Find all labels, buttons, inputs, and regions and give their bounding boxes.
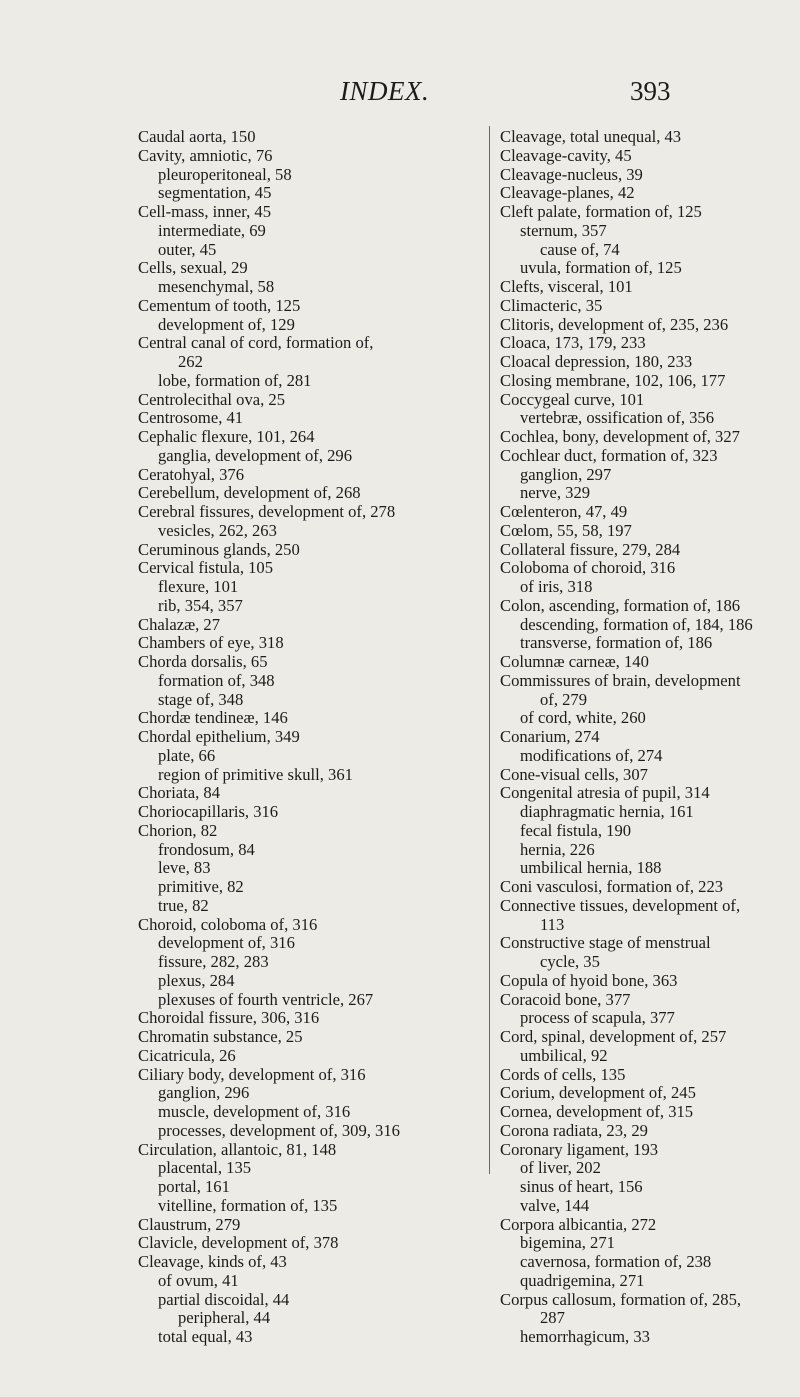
index-entry: Cleavage, kinds of, 43 bbox=[138, 1252, 287, 1271]
index-entry: stage of, 348 bbox=[158, 689, 244, 709]
index-entry: Cone-visual cells, 307 bbox=[500, 764, 648, 784]
index-entry: Ciliary body, development of, 316 bbox=[138, 1064, 366, 1084]
index-entry: plate, 66 bbox=[158, 745, 216, 765]
index-entry: Clitoris, development of, 235, 236 bbox=[500, 314, 729, 334]
index-entry: outer, 45 bbox=[158, 239, 217, 259]
index-entry: rib, 354, 357 bbox=[158, 595, 243, 615]
index-entry: Clavicle, development of, 378 bbox=[138, 1233, 339, 1253]
index-entry: Centrolecithal ova, 25 bbox=[138, 389, 285, 409]
index-entry: umbilical, 92 bbox=[520, 1045, 608, 1065]
index-entry: Caudal aorta, 150 bbox=[138, 127, 256, 146]
index-entry: Ceratohyal, 376 bbox=[138, 464, 244, 484]
index-entry: mesenchymal, 58 bbox=[158, 277, 275, 296]
index-entry: Cavity, amniotic, 76 bbox=[138, 145, 273, 165]
index-entry: of iris, 318 bbox=[520, 577, 593, 596]
index-entry: pleuroperitoneal, 58 bbox=[158, 164, 292, 184]
index-entry: umbilical hernia, 188 bbox=[520, 858, 662, 878]
index-entry: formation of, 348 bbox=[158, 670, 275, 690]
index-entry: Claustrum, 279 bbox=[138, 1214, 241, 1234]
index-entry: Cervical fistula, 105 bbox=[138, 558, 274, 578]
index-entry: development of, 316 bbox=[158, 933, 295, 953]
index-entry: Congenital atresia of pupil, 314 bbox=[500, 783, 710, 803]
index-entry: intermediate, 69 bbox=[158, 220, 266, 240]
index-entry: Cornea, development of, 315 bbox=[500, 1102, 694, 1121]
index-entry: Chorion, 82 bbox=[138, 820, 218, 840]
index-entry: of cord, white, 260 bbox=[520, 708, 646, 728]
index-entry: primitive, 82 bbox=[158, 877, 244, 896]
index-entry: fissure, 282, 283 bbox=[158, 952, 269, 971]
index-entry: process of scapula, 377 bbox=[520, 1008, 675, 1028]
index-entry: Choroidal fissure, 306, 316 bbox=[138, 1008, 320, 1028]
index-entry: nerve, 329 bbox=[520, 483, 591, 503]
index-entry: of, 279 bbox=[540, 689, 588, 709]
index-entry: region of primitive skull, 361 bbox=[158, 764, 353, 784]
index-entry: Circulation, allantoic, 81, 148 bbox=[138, 1139, 337, 1159]
index-entry: cavernosa, formation of, 238 bbox=[520, 1252, 712, 1271]
index-entry: bigemina, 271 bbox=[520, 1233, 615, 1253]
index-entry: modifications of, 274 bbox=[520, 745, 663, 765]
index-entry: sinus of heart, 156 bbox=[520, 1177, 643, 1196]
index-entry: Cochlear duct, formation of, 323 bbox=[500, 445, 718, 465]
index-entry: Choriocapillaris, 316 bbox=[138, 802, 279, 821]
index-entry: Cleavage-nucleus, 39 bbox=[500, 164, 643, 184]
index-entry: vertebræ, ossification of, 356 bbox=[520, 408, 715, 428]
index-entry: Corium, development of, 245 bbox=[500, 1083, 696, 1103]
index-entry: 262 bbox=[178, 352, 203, 371]
index-entry: Chordal epithelium, 349 bbox=[138, 727, 300, 746]
index-entry: processes, development of, 309, 316 bbox=[158, 1120, 400, 1140]
index-entry: Cleavage, total unequal, 43 bbox=[500, 127, 682, 146]
index-entry: Cleft palate, formation of, 125 bbox=[500, 202, 702, 221]
index-entry: Centrosome, 41 bbox=[138, 408, 244, 428]
index-entry: sternum, 357 bbox=[520, 220, 607, 240]
index-column-right bbox=[500, 128, 792, 1347]
index-entry: frondosum, 84 bbox=[158, 839, 255, 859]
index-entry: vesicles, 262, 263 bbox=[158, 520, 277, 540]
index-entry: true, 82 bbox=[158, 895, 209, 915]
index-entry: valve, 144 bbox=[520, 1195, 590, 1215]
index-entry: Clefts, visceral, 101 bbox=[500, 277, 633, 296]
index-entry: plexus, 284 bbox=[158, 970, 235, 990]
index-entry: Cicatricula, 26 bbox=[138, 1045, 236, 1065]
index-entry: Cleavage-planes, 42 bbox=[500, 183, 635, 203]
index-entry: vitelline, formation of, 135 bbox=[158, 1195, 338, 1215]
index-entry: Cloacal depression, 180, 233 bbox=[500, 352, 693, 371]
index-entry: Coni vasculosi, formation of, 223 bbox=[500, 877, 724, 896]
index-column-left bbox=[138, 128, 488, 1347]
index-entry: Closing membrane, 102, 106, 177 bbox=[500, 370, 726, 390]
index-entry: Cochlea, bony, development of, 327 bbox=[500, 427, 740, 446]
index-entry: segmentation, 45 bbox=[158, 183, 272, 203]
index-entry: Colon, ascending, formation of, 186 bbox=[500, 595, 741, 615]
index-entry: Choriata, 84 bbox=[138, 783, 221, 803]
index-entry: transverse, formation of, 186 bbox=[520, 633, 713, 653]
index-entry: diaphragmatic hernia, 161 bbox=[520, 802, 694, 821]
index-entry: of liver, 202 bbox=[520, 1158, 601, 1178]
index-entry: Cephalic flexure, 101, 264 bbox=[138, 427, 315, 446]
index-entry: Cementum of tooth, 125 bbox=[138, 295, 301, 315]
index-entry: 113 bbox=[540, 914, 565, 934]
index-entry: ganglion, 296 bbox=[158, 1083, 250, 1103]
index-entry: Collateral fissure, 279, 284 bbox=[500, 539, 681, 559]
index-entry: Climacteric, 35 bbox=[500, 295, 603, 315]
index-entry: Constructive stage of menstrual bbox=[500, 933, 711, 953]
index-entry: plexuses of fourth ventricle, 267 bbox=[158, 989, 374, 1009]
index-entry: Cells, sexual, 29 bbox=[138, 258, 248, 278]
index-entry: Central canal of cord, formation of, bbox=[138, 333, 374, 353]
index-entry: descending, formation of, 184, 186 bbox=[520, 614, 753, 634]
index-entry: Chorda dorsalis, 65 bbox=[138, 652, 268, 671]
index-entry: Cœlenteron, 47, 49 bbox=[500, 502, 628, 521]
index-entry: Columnæ carneæ, 140 bbox=[500, 652, 649, 671]
index-entry: ganglion, 297 bbox=[520, 464, 612, 484]
index-entry: Chromatin substance, 25 bbox=[138, 1027, 303, 1046]
index-entry: Commissures of brain, development bbox=[500, 670, 741, 690]
index-entry: peripheral, 44 bbox=[178, 1308, 271, 1328]
index-entry: development of, 129 bbox=[158, 314, 295, 334]
index-entry: Coronary ligament, 193 bbox=[500, 1139, 659, 1159]
index-entry: Cloaca, 173, 179, 233 bbox=[500, 333, 646, 353]
index-entry: muscle, development of, 316 bbox=[158, 1102, 351, 1121]
index-entry: Cerebral fissures, development of, 278 bbox=[138, 502, 396, 521]
index-entry: Chambers of eye, 318 bbox=[138, 633, 284, 653]
index-entry: Choroid, coloboma of, 316 bbox=[138, 914, 318, 934]
index-entry: Cords of cells, 135 bbox=[500, 1064, 626, 1084]
index-entry: quadrigemina, 271 bbox=[520, 1270, 645, 1290]
index-entry: partial discoidal, 44 bbox=[158, 1289, 290, 1309]
index-entry: Corpora albicantia, 272 bbox=[500, 1214, 657, 1234]
index-entry: portal, 161 bbox=[158, 1177, 230, 1196]
index-entry: flexure, 101 bbox=[158, 577, 239, 596]
index-entry: Ceruminous glands, 250 bbox=[138, 539, 300, 559]
index-entry: fecal fistula, 190 bbox=[520, 820, 632, 840]
index-entry: Chordæ tendineæ, 146 bbox=[138, 708, 288, 728]
index-entry: hernia, 226 bbox=[520, 839, 595, 859]
page-number: 393 bbox=[630, 76, 671, 106]
index-entry: Connective tissues, development of, bbox=[500, 895, 741, 915]
index-entry: Cord, spinal, development of, 257 bbox=[500, 1027, 727, 1046]
column-divider bbox=[489, 126, 490, 1174]
index-entry: uvula, formation of, 125 bbox=[520, 258, 682, 278]
index-entry: 287 bbox=[540, 1308, 565, 1328]
index-entry: hemorrhagicum, 33 bbox=[520, 1327, 650, 1346]
index-entry: cause of, 74 bbox=[540, 239, 620, 259]
index-entry: Cœlom, 55, 58, 197 bbox=[500, 520, 632, 540]
index-entry: Conarium, 274 bbox=[500, 727, 600, 746]
index-entry: total equal, 43 bbox=[158, 1327, 253, 1346]
page-title: INDEX. bbox=[340, 76, 430, 106]
index-entry: Cell-mass, inner, 45 bbox=[138, 202, 271, 221]
index-entry: Chalazæ, 27 bbox=[138, 614, 221, 634]
index-entry: Coccygeal curve, 101 bbox=[500, 389, 645, 409]
index-entry: cycle, 35 bbox=[540, 952, 600, 971]
index-entry: Corpus callosum, formation of, 285, bbox=[500, 1289, 742, 1309]
index-entry: placental, 135 bbox=[158, 1158, 252, 1178]
index-entry: leve, 83 bbox=[158, 858, 211, 878]
index-entry: ganglia, development of, 296 bbox=[158, 445, 353, 465]
index-entry: of ovum, 41 bbox=[158, 1270, 239, 1290]
page-header bbox=[0, 70, 800, 110]
index-entry: lobe, formation of, 281 bbox=[158, 370, 312, 390]
index-entry: Coloboma of choroid, 316 bbox=[500, 558, 676, 578]
index-entry: Copula of hyoid bone, 363 bbox=[500, 970, 678, 990]
index-entry: Coracoid bone, 377 bbox=[500, 989, 631, 1009]
index-entry: Cerebellum, development of, 268 bbox=[138, 483, 361, 503]
index-entry: Cleavage-cavity, 45 bbox=[500, 145, 632, 165]
index-entry: Corona radiata, 23, 29 bbox=[500, 1120, 648, 1140]
